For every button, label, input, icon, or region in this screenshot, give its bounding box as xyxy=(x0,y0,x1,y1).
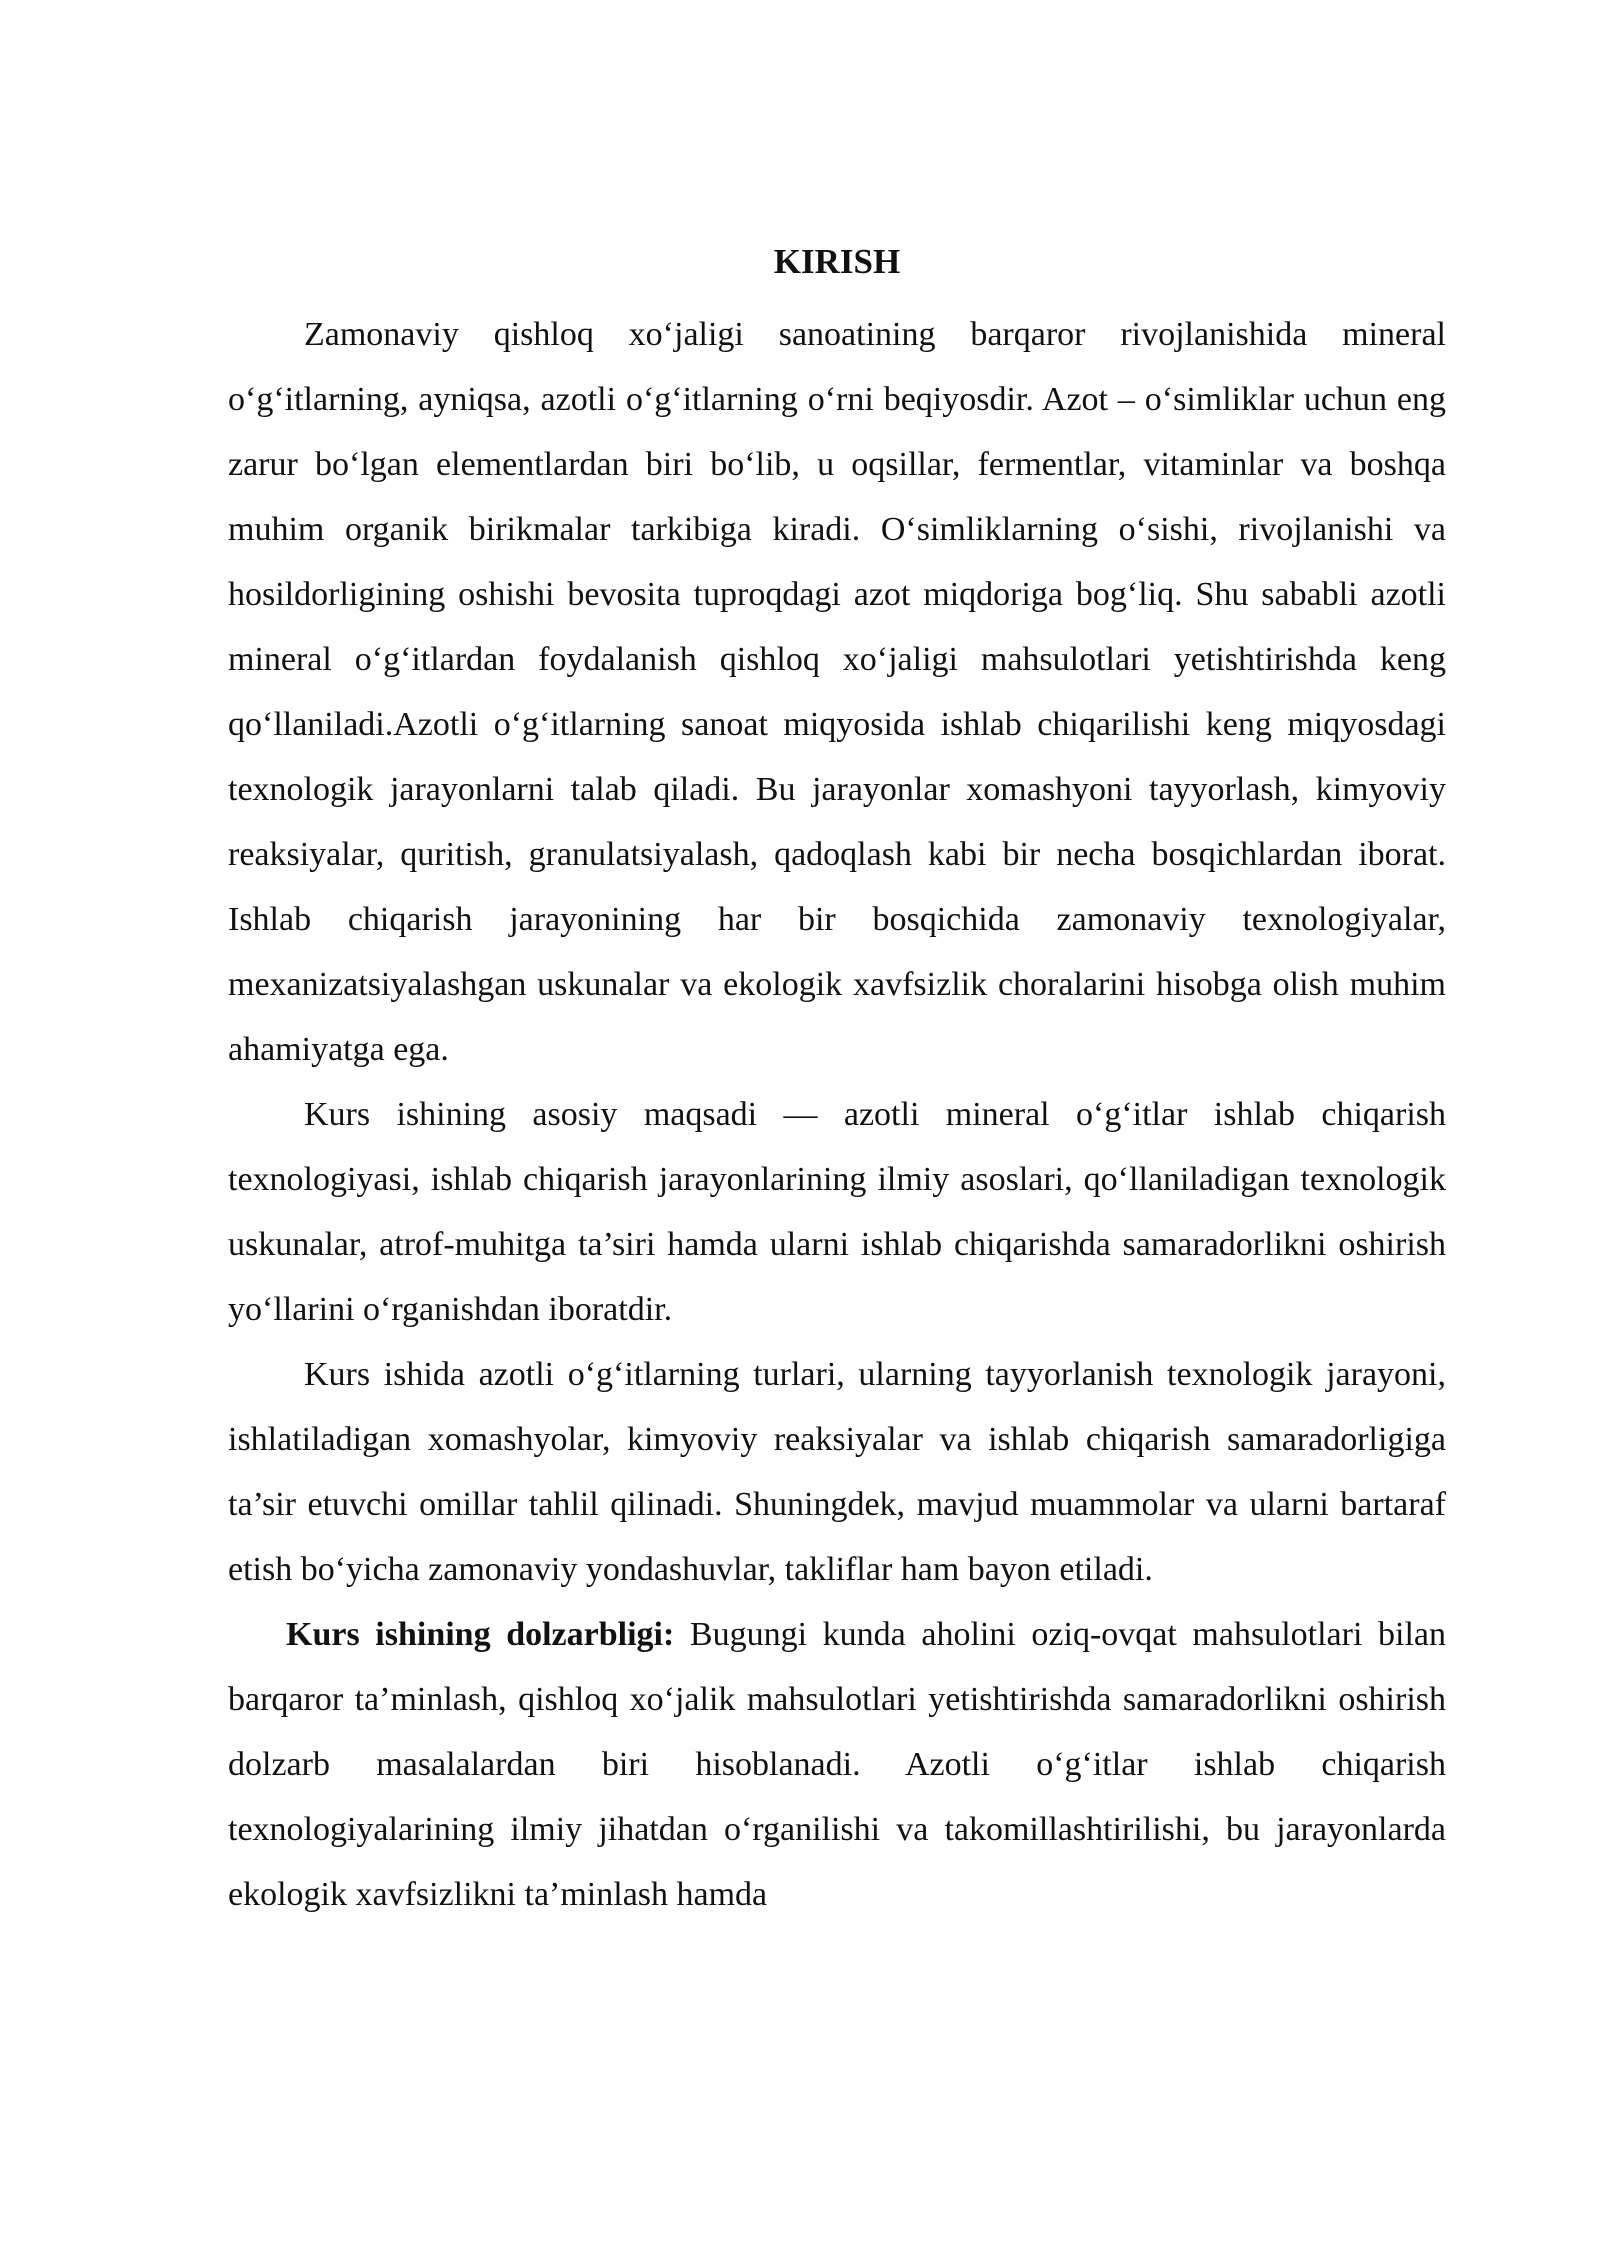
paragraph-course-scope: Kurs ishida azotli o‘g‘itlarning turlari, ularning tayyorlanish texnologik jarayoni, ishlatiladigan xomashyolar, kimyoviy reaksiyalar va ishlab chiqarish samaradorligiga ta’sir etuvchi omillar tahlil qilinadi. Shuningdek, mavjud muammolar va ularni bartaraf etish bo‘yicha zamonaviy yondashuvlar, takliflar ham bayon etiladi. xyxy=(228,1356,1446,1588)
relevance-text: Bugungi kunda aholini oziq-ovqat mahsulotlari bilan barqaror ta’minlash, qishloq xo‘jalik mahsulotlari yetishtirishda samaradorlikni oshirish dolzarb masalalardan biri hisoblanadi. Azotli o‘g‘itlar ishlab chiqarish texnologiyalarining ilmiy jihatdan o‘rganilishi va takomillashtirilishi, bu jarayonlarda ekologik xavfsizlikni ta’minlash hamda xyxy=(228,1616,1446,1913)
paragraph-introduction: Zamonaviy qishloq xo‘jaligi sanoatining barqaror rivojlanishida mineral o‘g‘itlarning, ayniqsa, azotli o‘g‘itlarning o‘rni beqiyosdir. Azot – o‘simliklar uchun eng zarur bo‘lgan elementlardan biri bo‘lib, u oqsillar, fermentlar, vitaminlar va boshqa muhim organik birikmalar tarkibiga kiradi. O‘simliklarning o‘sishi, rivojlanishi va hosildorligining oshishi bevosita tuproqdagi azot miqdoriga bog‘liq. Shu sababli azotli mineral o‘g‘itlardan foydalanish qishloq xo‘jaligi mahsulotlari yetishtirishda keng qo‘llaniladi.Azotli o‘g‘itlarning sanoat miqyosida ishlab chiqarilishi keng miqyosdagi texnologik jarayonlarni talab qiladi. Bu jarayonlar xomashyoni tayyorlash, kimyoviy reaksiyalar, quritish, granulatsiyalash, qadoqlash kabi bir necha bosqichlardan iborat. Ishlab chiqarish jarayonining har bir bosqichida zamonaviy texnologiyalar, mexanizatsiyalashgan uskunalar va ekologik xavfsizlik choralarini hisobga olish muhim ahamiyatga ega. xyxy=(228,316,1446,1068)
page-content xyxy=(228,238,1446,1927)
relevance-label: Kurs ishining dolzarbligi: xyxy=(286,1616,675,1653)
page-title: KIRISH xyxy=(773,242,901,281)
paragraph-relevance xyxy=(228,1602,1446,1927)
paragraph-course-goal: Kurs ishining asosiy maqsadi — azotli mineral o‘g‘itlar ishlab chiqarish texnologiyasi, ishlab chiqarish jarayonlarining ilmiy asoslari, qo‘llaniladigan texnologik uskunalar, atrof-muhitga ta’siri hamda ularni ishlab chiqarishda samaradorlikni oshirish yo‘llarini o‘rganishdan iboratdir. xyxy=(228,1096,1446,1328)
